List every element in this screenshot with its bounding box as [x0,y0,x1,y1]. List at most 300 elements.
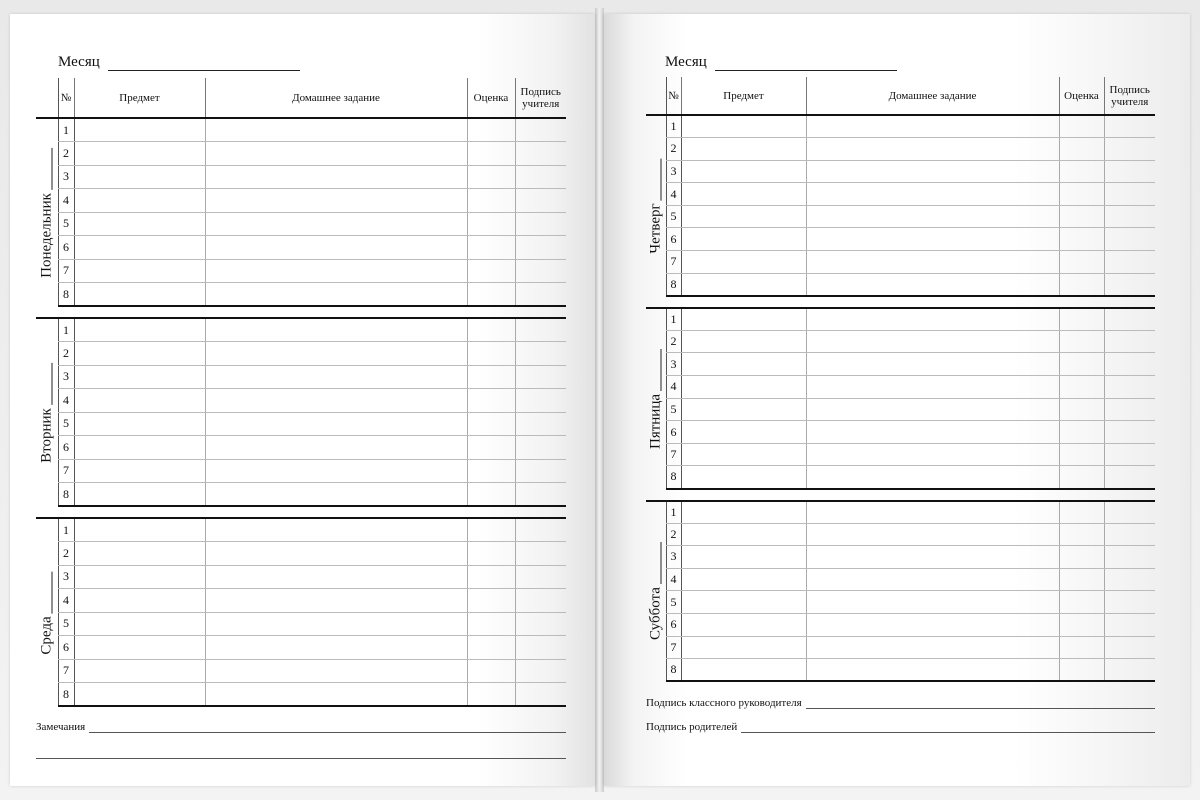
subject-cell[interactable] [74,542,205,566]
homework-cell[interactable] [806,160,1059,183]
grade-cell[interactable] [467,483,515,507]
lesson-number: 1 [58,118,74,142]
grade-cell[interactable] [1059,466,1104,489]
subject-cell[interactable] [681,376,806,399]
grade-cell[interactable] [1059,443,1104,466]
grade-cell[interactable] [467,365,515,389]
homework-cell[interactable] [806,228,1059,251]
homework-cell[interactable] [205,365,467,389]
lesson-number: 5 [58,212,74,236]
day-separator [646,296,1155,308]
grade-cell[interactable] [467,389,515,413]
subject-cell[interactable] [74,189,205,213]
teacher-signature-cell[interactable] [515,165,566,189]
homework-cell[interactable] [205,342,467,366]
teacher-signature-cell[interactable] [1104,205,1155,228]
lesson-number: 8 [58,683,74,707]
homework-cell[interactable] [806,636,1059,659]
subject-cell[interactable] [681,636,806,659]
lesson-number: 1 [666,501,681,524]
teacher-signature-cell[interactable] [1104,636,1155,659]
subject-cell[interactable] [74,142,205,166]
grade-cell[interactable] [467,342,515,366]
lesson-row [36,165,566,189]
day-label-cell [646,115,666,296]
header-homework: Домашнее задание [205,78,467,118]
grade-cell[interactable] [467,683,515,707]
remarks-label: Замечания [36,721,86,733]
subject-cell[interactable] [681,228,806,251]
subject-cell[interactable] [74,565,205,589]
lesson-row [646,568,1155,591]
teacher-signature-cell[interactable] [1104,568,1155,591]
day-separator [646,489,1155,501]
homework-cell[interactable] [806,205,1059,228]
subject-cell[interactable] [74,612,205,636]
day-label [647,158,664,253]
lesson-row [646,546,1155,569]
teacher-signature-cell[interactable] [515,636,566,660]
grade-cell[interactable] [467,236,515,260]
teacher-signature-cell[interactable] [515,589,566,613]
lesson-row [36,189,566,213]
homework-cell[interactable] [205,318,467,342]
subject-cell[interactable] [681,591,806,614]
lesson-row [646,330,1155,353]
subject-cell[interactable] [681,273,806,296]
teacher-signature-cell[interactable] [1104,523,1155,546]
grade-cell[interactable] [467,318,515,342]
month-input-line[interactable] [715,56,897,71]
grade-cell[interactable] [1059,251,1104,274]
grade-cell[interactable] [467,565,515,589]
subject-cell[interactable] [681,138,806,161]
lesson-number: 2 [666,523,681,546]
subject-cell[interactable] [74,118,205,142]
header-homework: Домашнее задание [806,77,1059,115]
day-name: Вторник [38,407,55,463]
grade-cell[interactable] [467,259,515,283]
lesson-row [646,398,1155,421]
teacher-signature-cell[interactable] [515,683,566,707]
grade-cell[interactable] [1059,205,1104,228]
grade-cell[interactable] [467,459,515,483]
lesson-number: 6 [58,636,74,660]
subject-cell[interactable] [681,443,806,466]
teacher-signature-cell[interactable] [1104,115,1155,138]
subject-cell[interactable] [74,483,205,507]
teacher-signature-cell[interactable] [515,142,566,166]
header-num: № [666,77,681,115]
lesson-number: 5 [666,205,681,228]
day-date-line[interactable] [650,542,661,584]
subject-cell[interactable] [681,308,806,331]
lesson-row [36,589,566,613]
remarks-field [36,721,566,733]
day-label [38,363,55,463]
homework-cell[interactable] [806,138,1059,161]
teacher-signature-cell[interactable] [515,412,566,436]
lesson-number: 4 [58,389,74,413]
day-label-cell [646,308,666,489]
teacher-signature-cell[interactable] [515,459,566,483]
grade-cell[interactable] [1059,228,1104,251]
homework-cell[interactable] [205,518,467,542]
grade-cell[interactable] [467,636,515,660]
grade-cell[interactable] [1059,308,1104,331]
lesson-number: 7 [58,259,74,283]
teacher-signature-cell[interactable] [515,283,566,307]
lesson-number: 8 [666,659,681,682]
grade-cell[interactable] [1059,523,1104,546]
subject-cell[interactable] [681,523,806,546]
lesson-row [36,389,566,413]
homework-cell[interactable] [205,142,467,166]
header-subject: Предмет [74,78,205,118]
homework-cell[interactable] [806,353,1059,376]
remarks-second-line[interactable] [36,758,566,759]
subject-cell[interactable] [681,568,806,591]
lesson-number: 8 [666,273,681,296]
lesson-number: 6 [666,228,681,251]
lesson-number: 5 [666,591,681,614]
grade-cell[interactable] [1059,183,1104,206]
parent-signature-line[interactable] [741,723,1155,733]
lesson-row [646,115,1155,138]
left-page [10,14,595,786]
teacher-signature-cell[interactable] [515,436,566,460]
lesson-number: 7 [58,659,74,683]
subject-cell[interactable] [74,389,205,413]
grade-cell[interactable] [1059,421,1104,444]
teacher-signature-cell[interactable] [515,483,566,507]
subject-cell[interactable] [74,212,205,236]
homework-cell[interactable] [806,398,1059,421]
grade-cell[interactable] [467,612,515,636]
grade-cell[interactable] [1059,398,1104,421]
subject-cell[interactable] [681,421,806,444]
header-teacher-signature: Подпись учителя [1104,77,1155,115]
lesson-row [36,342,566,366]
lesson-number: 2 [58,142,74,166]
lesson-number: 6 [58,436,74,460]
grade-cell[interactable] [467,542,515,566]
teacher-signature-cell[interactable] [515,365,566,389]
homework-cell[interactable] [205,542,467,566]
homework-cell[interactable] [205,412,467,436]
subject-cell[interactable] [681,501,806,524]
grade-cell[interactable] [467,518,515,542]
subject-cell[interactable] [681,659,806,682]
subject-cell[interactable] [74,518,205,542]
homework-cell[interactable] [205,436,467,460]
teacher-signature-cell[interactable] [1104,613,1155,636]
grade-cell[interactable] [1059,546,1104,569]
subject-cell[interactable] [74,236,205,260]
lesson-row [36,612,566,636]
teacher-signature-cell[interactable] [1104,466,1155,489]
homework-cell[interactable] [806,376,1059,399]
subject-cell[interactable] [681,398,806,421]
day-date-line[interactable] [650,158,661,200]
subject-cell[interactable] [74,342,205,366]
teacher-signature-cell[interactable] [1104,138,1155,161]
lesson-number: 4 [58,189,74,213]
homework-cell[interactable] [205,589,467,613]
teacher-signature-cell[interactable] [515,659,566,683]
day-separator [36,306,566,318]
subject-cell[interactable] [74,459,205,483]
subject-cell[interactable] [74,259,205,283]
homework-cell[interactable] [205,659,467,683]
lesson-row [36,565,566,589]
subject-cell[interactable] [681,546,806,569]
month-label: Месяц [665,54,707,70]
teacher-signature-cell[interactable] [1104,443,1155,466]
lesson-row [36,683,566,707]
subject-cell[interactable] [681,183,806,206]
homework-cell[interactable] [205,389,467,413]
day-label [38,571,55,654]
teacher-signature-field [646,697,1155,709]
teacher-signature-cell[interactable] [515,318,566,342]
grade-cell[interactable] [1059,501,1104,524]
grade-cell[interactable] [467,589,515,613]
lesson-row [646,183,1155,206]
subject-cell[interactable] [74,659,205,683]
homework-cell[interactable] [205,212,467,236]
homework-cell[interactable] [205,683,467,707]
grade-cell[interactable] [467,165,515,189]
homework-cell[interactable] [806,659,1059,682]
teacher-signature-cell[interactable] [1104,330,1155,353]
header-num: № [58,78,74,118]
teacher-signature-cell[interactable] [1104,376,1155,399]
grade-cell[interactable] [1059,613,1104,636]
subject-cell[interactable] [681,330,806,353]
subject-cell[interactable] [681,115,806,138]
teacher-signature-cell[interactable] [1104,160,1155,183]
day-label [647,542,664,640]
lesson-row [646,376,1155,399]
teacher-signature-cell[interactable] [515,189,566,213]
homework-cell[interactable] [806,546,1059,569]
lesson-number: 5 [58,412,74,436]
lesson-number: 3 [58,565,74,589]
subject-cell[interactable] [74,589,205,613]
subject-cell[interactable] [74,412,205,436]
homework-cell[interactable] [205,565,467,589]
lesson-number: 4 [666,376,681,399]
lesson-number: 1 [666,308,681,331]
day-name: Четверг [647,203,664,254]
grade-cell[interactable] [467,436,515,460]
grade-cell[interactable] [467,412,515,436]
teacher-signature-cell[interactable] [1104,501,1155,524]
homework-cell[interactable] [806,568,1059,591]
header-grade: Оценка [1059,77,1104,115]
lesson-number: 2 [666,138,681,161]
lesson-row [36,318,566,342]
teacher-signature-cell[interactable] [1104,183,1155,206]
grade-cell[interactable] [1059,330,1104,353]
subject-cell[interactable] [74,365,205,389]
teacher-signature-cell[interactable] [1104,546,1155,569]
teacher-signature-cell[interactable] [515,389,566,413]
grade-cell[interactable] [1059,115,1104,138]
grade-cell[interactable] [467,659,515,683]
teacher-signature-cell[interactable] [515,342,566,366]
teacher-signature-cell[interactable] [515,518,566,542]
homework-cell[interactable] [806,613,1059,636]
month-field [665,54,897,71]
homework-cell[interactable] [205,189,467,213]
header-grade: Оценка [467,78,515,118]
teacher-signature-cell[interactable] [1104,659,1155,682]
parent-signature-label: Подпись родителей [646,721,738,733]
lesson-row [36,483,566,507]
day-date-line[interactable] [650,349,661,391]
subject-cell[interactable] [74,683,205,707]
day-date-line[interactable] [41,148,52,190]
lesson-number: 7 [666,443,681,466]
subject-cell[interactable] [681,613,806,636]
subject-cell[interactable] [681,160,806,183]
homework-cell[interactable] [205,459,467,483]
lesson-row [36,236,566,260]
teacher-signature-cell[interactable] [1104,421,1155,444]
homework-cell[interactable] [806,466,1059,489]
homework-cell[interactable] [806,443,1059,466]
grade-cell[interactable] [1059,636,1104,659]
grade-cell[interactable] [467,283,515,307]
homework-cell[interactable] [806,183,1059,206]
grade-cell[interactable] [1059,273,1104,296]
subject-cell[interactable] [74,318,205,342]
lesson-row [646,228,1155,251]
grade-cell[interactable] [1059,659,1104,682]
lesson-row [646,501,1155,524]
teacher-signature-cell[interactable] [515,565,566,589]
subject-cell[interactable] [681,466,806,489]
homework-cell[interactable] [806,501,1059,524]
homework-cell[interactable] [806,273,1059,296]
subject-cell[interactable] [74,436,205,460]
day-name: Понедельник [38,192,55,278]
homework-cell[interactable] [806,330,1059,353]
homework-cell[interactable] [205,283,467,307]
lesson-number: 8 [58,483,74,507]
subject-cell[interactable] [681,353,806,376]
homework-cell[interactable] [205,483,467,507]
teacher-signature-cell[interactable] [515,542,566,566]
day-date-line[interactable] [41,571,52,613]
lesson-number: 2 [58,542,74,566]
lesson-row [646,466,1155,489]
subject-cell[interactable] [74,283,205,307]
subject-cell[interactable] [74,636,205,660]
day-label-cell [646,501,666,682]
teacher-signature-cell[interactable] [1104,251,1155,274]
subject-cell[interactable] [74,165,205,189]
grade-cell[interactable] [1059,591,1104,614]
grade-cell[interactable] [467,142,515,166]
grade-cell[interactable] [467,189,515,213]
teacher-signature-cell[interactable] [515,612,566,636]
lesson-row [36,365,566,389]
lesson-row [646,308,1155,331]
lesson-number: 2 [58,342,74,366]
left-table-body [36,118,566,706]
lesson-number: 8 [666,466,681,489]
grade-cell[interactable] [1059,568,1104,591]
grade-cell[interactable] [467,118,515,142]
teacher-signature-cell[interactable] [515,236,566,260]
homework-cell[interactable] [806,251,1059,274]
lesson-row [646,659,1155,682]
lesson-row [646,591,1155,614]
grade-cell[interactable] [1059,376,1104,399]
grade-cell[interactable] [467,212,515,236]
homework-cell[interactable] [205,612,467,636]
grade-cell[interactable] [1059,138,1104,161]
subject-cell[interactable] [681,251,806,274]
lesson-row [646,613,1155,636]
homework-cell[interactable] [205,636,467,660]
lesson-row [646,353,1155,376]
grade-cell[interactable] [1059,353,1104,376]
lesson-number: 3 [58,165,74,189]
homework-cell[interactable] [806,591,1059,614]
grade-cell[interactable] [1059,160,1104,183]
homework-cell[interactable] [205,259,467,283]
lesson-number: 3 [666,546,681,569]
teacher-signature-cell[interactable] [1104,308,1155,331]
day-name: Пятница [647,393,664,449]
lesson-number: 6 [666,421,681,444]
lesson-number: 5 [666,398,681,421]
teacher-signature-cell[interactable] [1104,228,1155,251]
day-label [647,349,664,449]
teacher-signature-cell[interactable] [1104,591,1155,614]
homework-cell[interactable] [205,165,467,189]
teacher-signature-cell[interactable] [515,259,566,283]
subject-cell[interactable] [681,205,806,228]
teacher-signature-cell[interactable] [1104,398,1155,421]
teacher-signature-cell[interactable] [1104,273,1155,296]
teacher-signature-cell[interactable] [515,118,566,142]
lesson-number: 3 [58,365,74,389]
homework-cell[interactable] [205,118,467,142]
homework-cell[interactable] [806,523,1059,546]
lesson-number: 4 [666,568,681,591]
teacher-signature-cell[interactable] [1104,353,1155,376]
teacher-signature-cell[interactable] [515,212,566,236]
day-label [38,148,55,278]
lesson-number: 4 [58,589,74,613]
homework-cell[interactable] [806,308,1059,331]
day-date-line[interactable] [41,363,52,405]
teacher-signature-line[interactable] [806,699,1155,709]
homework-cell[interactable] [205,236,467,260]
lesson-row [36,118,566,142]
lesson-row [36,412,566,436]
homework-cell[interactable] [806,115,1059,138]
remarks-input-line[interactable] [89,723,566,733]
homework-cell[interactable] [806,421,1059,444]
month-input-line[interactable] [108,56,300,71]
homework-table-right [646,77,1155,682]
